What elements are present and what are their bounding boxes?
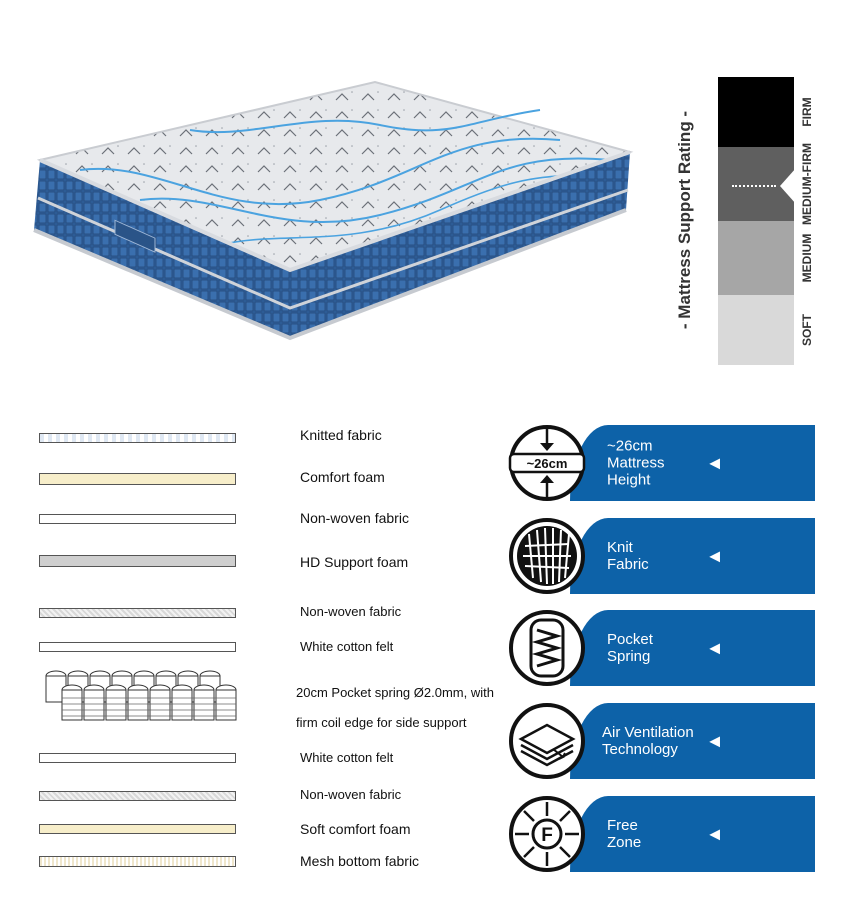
- layer-swatch-non-woven-fabric: [39, 514, 236, 524]
- layer-label: Non-woven fabric: [300, 787, 402, 802]
- rating-label-soft: SOFT: [800, 314, 814, 346]
- arrow-left-icon: ◀: [709, 454, 720, 471]
- layer-swatch-comfort-foam: [39, 473, 236, 485]
- layer-swatch-knitted-fabric: [39, 433, 236, 443]
- feature-text: ~26cm Mattress Height: [607, 437, 665, 489]
- feature-text: Air Ventilation Technology: [602, 724, 694, 758]
- free-zone-icon-letter: F: [541, 825, 553, 846]
- layer-label: White cotton felt: [300, 750, 394, 765]
- layer-label: Non-woven fabric: [300, 510, 409, 526]
- free-zone-icon: [507, 794, 587, 874]
- arrow-left-icon: ◀: [709, 547, 720, 564]
- layer-label: White cotton felt: [300, 639, 394, 654]
- rating-indicator-icon: [778, 168, 796, 204]
- layer-swatch-white-cotton-felt-2: [39, 753, 236, 763]
- layer-swatch-non-woven-fabric-2: [39, 608, 236, 618]
- knit-fabric-icon: [507, 516, 587, 596]
- layer-swatch-mesh-bottom-fabric: [39, 856, 236, 867]
- pocket-spring-icon: [507, 608, 587, 688]
- rating-soft-block: [718, 295, 794, 365]
- support-rating-title: - Mattress Support Rating -: [675, 110, 694, 330]
- rating-medium-block: [718, 221, 794, 295]
- feature-band-air-ventilation: [570, 703, 815, 779]
- layer-label: HD Support foam: [300, 554, 409, 570]
- rating-label-medium-firm: MEDIUM-FIRM: [800, 143, 814, 225]
- rating-label-firm: FIRM: [800, 97, 814, 127]
- feature-band-knit: [570, 518, 815, 594]
- feature-band-height: [570, 425, 815, 501]
- feature-band-free-zone: [570, 796, 815, 872]
- layer-label: 20cm Pocket spring Ø2.0mm, with: [296, 685, 494, 700]
- layer-label: Soft comfort foam: [300, 821, 411, 837]
- rating-label-medium: MEDIUM: [800, 233, 814, 283]
- layer-label: Knitted fabric: [300, 427, 382, 443]
- layer-swatch-soft-comfort-foam: [39, 824, 236, 834]
- air-ventilation-icon: [507, 701, 587, 781]
- layer-label: Comfort foam: [300, 469, 385, 485]
- height-icon: [507, 423, 587, 503]
- layer-swatch-white-cotton-felt: [39, 642, 236, 652]
- rating-firm-block: [718, 77, 794, 147]
- arrow-left-icon: ◀: [709, 825, 720, 842]
- feature-text: Free Zone: [607, 817, 642, 851]
- layer-label: firm coil edge for side support: [296, 715, 467, 730]
- arrow-left-icon: ◀: [709, 639, 720, 656]
- layer-swatch-hd-support-foam: [39, 555, 236, 567]
- feature-text: Knit Fabric: [607, 539, 649, 573]
- layer-label: Non-woven fabric: [300, 604, 402, 619]
- layer-label: Mesh bottom fabric: [300, 853, 420, 869]
- mattress-image: [20, 70, 660, 370]
- pocket-spring-illustration: [44, 668, 239, 728]
- arrow-left-icon: ◀: [709, 732, 720, 749]
- height-icon-text: ~26cm: [526, 456, 568, 471]
- layer-swatch-non-woven-fabric-3: [39, 791, 236, 801]
- feature-band-pocket-spring: [570, 610, 815, 686]
- feature-text: Pocket Spring: [607, 631, 653, 665]
